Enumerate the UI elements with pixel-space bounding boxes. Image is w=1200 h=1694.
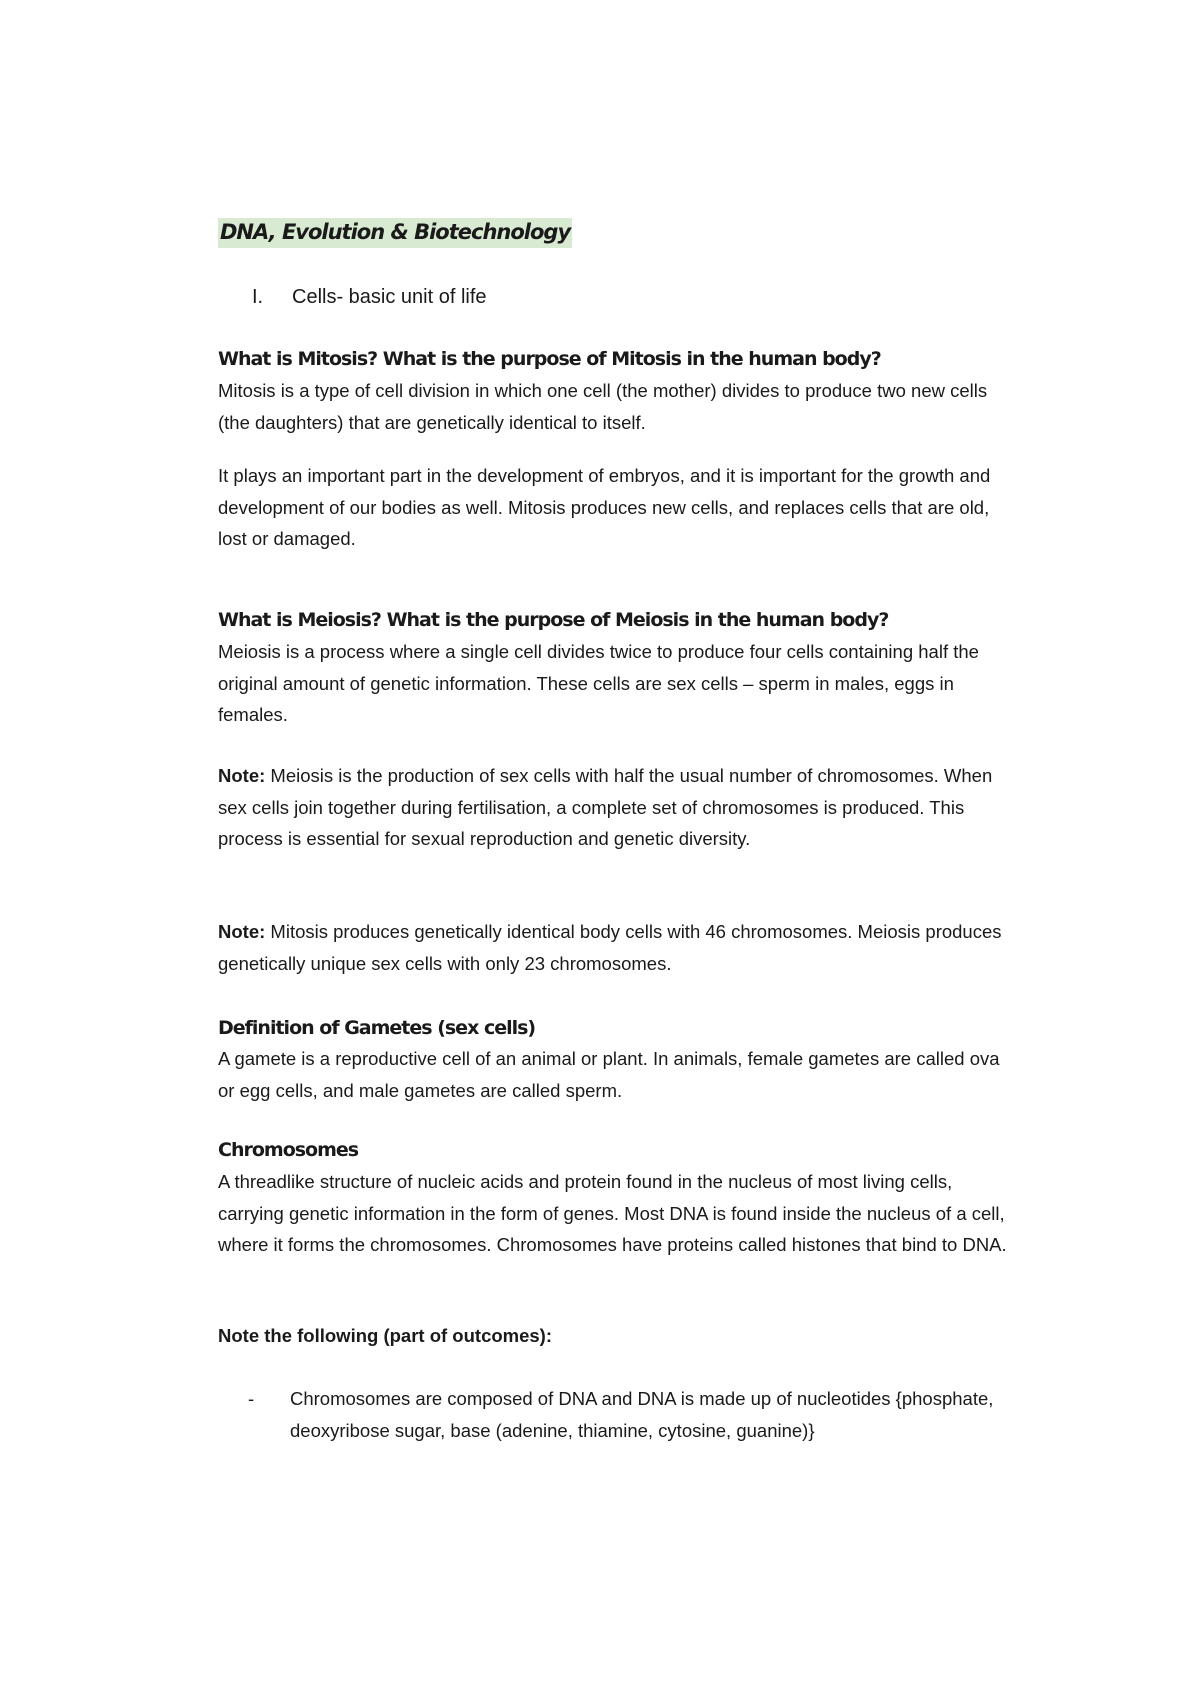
list-item [248, 1383, 1008, 1446]
mitosis-paragraph-2: It plays an important part in the development of embryos, and it is important for the growth and development of our bodies as well. Mitosis produces new cells, and replaces cells that are old, lost or damaged. [218, 465, 991, 549]
meiosis-heading: What is Meiosis? What is the purpose of Meiosis in the human body? [218, 609, 889, 631]
gametes-heading: Definition of Gametes (sex cells) [218, 1017, 536, 1039]
section-number: I. [252, 286, 264, 308]
list-item-text: Chromosomes are composed of DNA and DNA is made up of nucleotides {phosphate, deoxyribose sugar, base (adenine, thiamine, cytosine, guanine)} [290, 1388, 994, 1441]
note-label: Note: [218, 765, 266, 786]
meiosis-note-1 [218, 760, 1008, 855]
section-heading [252, 286, 487, 309]
chromosomes-paragraph: A threadlike structure of nucleic acids and protein found in the nucleus of most living cells, carrying genetic information in the form of genes. Most DNA is found inside the nucleus of a cell, where it forms the chromosomes. Chromosomes have proteins called histones that bind to DNA. [218, 1171, 1007, 1255]
chromosomes-heading: Chromosomes [218, 1139, 359, 1161]
note-text: Meiosis is the production of sex cells with half the usual number of chromosomes. When sex cells join together during fertilisation, a complete set of chromosomes is produced. This process is essential for sexual reproduction and genetic diversity. [218, 765, 993, 849]
note-text: Mitosis produces genetically identical body cells with 46 chromosomes. Meiosis produces genetically unique sex cells with only 23 chromosomes. [218, 921, 1002, 974]
section-label: Cells- basic unit of life [292, 286, 487, 308]
mitosis-heading: What is Mitosis? What is the purpose of Mitosis in the human body? [218, 348, 881, 370]
gametes-paragraph: A gamete is a reproductive cell of an animal or plant. In animals, female gametes are called ova or egg cells, and male gametes are called sperm. [218, 1048, 1000, 1101]
note-label: Note: [218, 921, 266, 942]
mitosis-paragraph-1: Mitosis is a type of cell division in which one cell (the mother) divides to produce two new cells (the daughters) that are genetically identical to itself. [218, 380, 988, 433]
meiosis-note-2 [218, 916, 1008, 979]
list-bullet: - [248, 1388, 255, 1409]
outcomes-list [248, 1383, 1008, 1446]
outcomes-heading: Note the following (part of outcomes): [218, 1325, 553, 1346]
meiosis-paragraph-1: Meiosis is a process where a single cell divides twice to produce four cells containing half the original amount of genetic information. These cells are sex cells – sperm in males, eggs in females. [218, 641, 979, 725]
document-title: DNA, Evolution & Biotechnology [218, 218, 572, 248]
